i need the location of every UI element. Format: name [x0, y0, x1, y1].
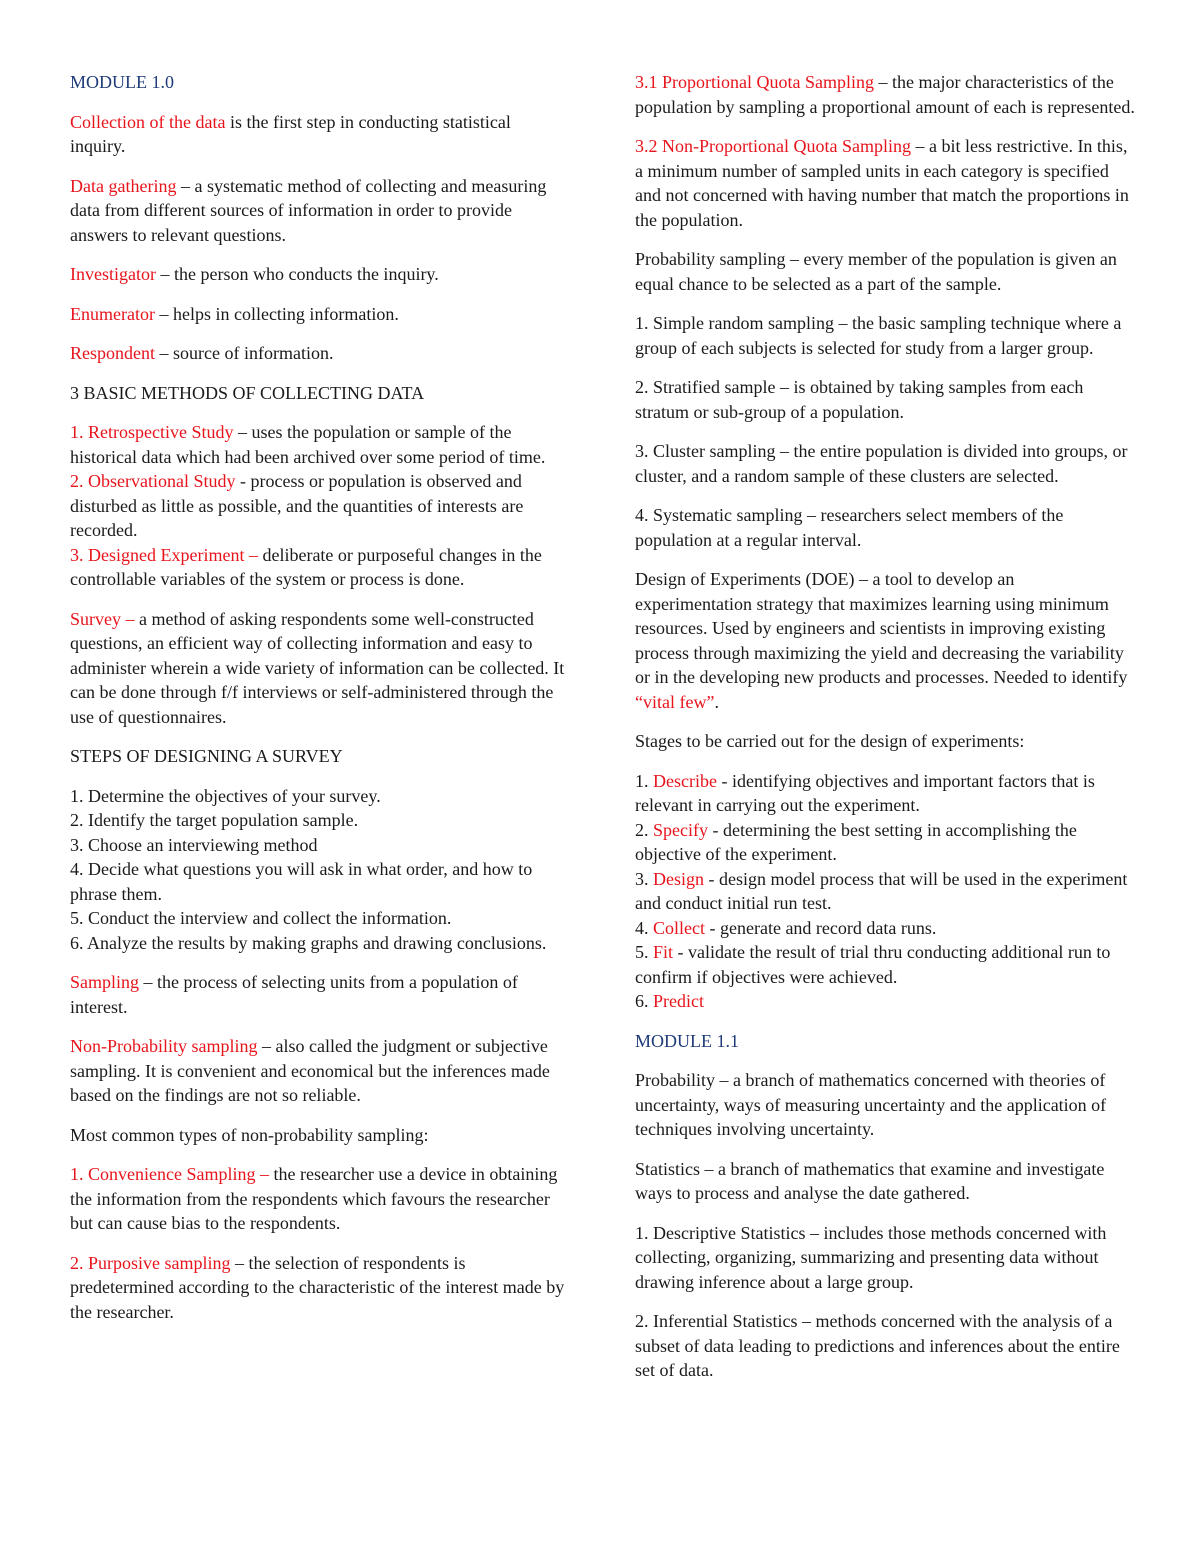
term-collect: Collect [653, 917, 705, 938]
term-survey: Survey – [70, 608, 135, 629]
non-probability-text: – also called the judgment or subjective sampling. It is convenient and economical but the inferences made based on the findings are not so reliable. [70, 1036, 550, 1105]
stage-number: 4. [635, 917, 653, 938]
steps-heading: STEPS OF DESIGNING A SURVEY [70, 746, 343, 766]
collection-paragraph [70, 110, 570, 159]
respondent-text: – source of information. [155, 343, 334, 363]
term-designed-experiment: 3. Designed Experiment – [70, 544, 258, 565]
term-predict: Predict [653, 991, 704, 1011]
steps-list [70, 784, 570, 956]
method-text: – uses the population or sample of the historical data which had been archived over some period of time. [70, 422, 546, 467]
systematic-paragraph: 4. Systematic sampling – researchers select members of the population at a regular interval. [635, 505, 1064, 550]
survey-text: a method of asking respondents some well-constructed questions, an efficient way of collecting information and easy to administer wherein a wide variety of information can be collected. It can be done through f/f interviews or self-administered through the use of questionnaires. [70, 608, 565, 727]
non-probability-paragraph [70, 1034, 570, 1108]
stage-item [635, 867, 1135, 916]
convenience-text: the researcher use a device in obtaining the information from the respondents which favours the researcher but can cause bias to the respondents. [70, 1164, 558, 1233]
term-fit: Fit [653, 942, 674, 962]
purposive-text: – the selection of respondents is predetermined according to the characteristic of the interest made by the researcher. [70, 1252, 565, 1322]
step-item: 6. Analyze the results by making graphs and drawing conclusions. [70, 932, 547, 953]
term-collection: Collection of the data [70, 111, 226, 132]
stage-item [635, 940, 1135, 989]
proportional-paragraph [635, 70, 1135, 119]
method-text: deliberate or purposeful changes in the controllable variables of the system or process is done. [70, 544, 542, 589]
enumerator-text: – helps in collecting information. [154, 303, 399, 324]
investigator-text: – the person who conducts the inquiry. [155, 264, 439, 284]
stage-item [635, 818, 1135, 867]
term-vital-few: “vital few” [635, 691, 715, 712]
convenience-paragraph [70, 1162, 570, 1236]
method-item [70, 469, 570, 543]
stage-number: 5. [635, 942, 653, 962]
right-column [635, 70, 1135, 1398]
descriptive-paragraph: 1. Descriptive Statistics – includes those methods concerned with collecting, organizing, summarizing and presenting data without drawing inference about a large group. [635, 1222, 1107, 1292]
common-types-heading: Most common types of non-probability sampling: [70, 1124, 429, 1145]
method-item [70, 420, 570, 469]
term-enumerator: Enumerator [70, 303, 155, 324]
term-describe: Describe [653, 770, 717, 791]
probability-sampling-paragraph: Probability sampling – every member of the population is given an equal chance to be selected as a part of the sample. [635, 249, 1117, 294]
stage-number: 1. [635, 770, 653, 791]
non-proportional-text: – a bit less restrictive. In this, a minimum number of sampled units in each category is specified and not concerned with having number that match the proportions in the population. [635, 136, 1129, 230]
enumerator-paragraph [70, 302, 570, 327]
term-purposive: 2. Purposive sampling [70, 1252, 231, 1273]
term-investigator: Investigator [70, 264, 156, 284]
step-item: 2. Identify the target population sample. [70, 810, 359, 830]
doe-paragraph [635, 567, 1135, 714]
doe-end: . [714, 691, 719, 712]
data-gathering-paragraph [70, 174, 570, 248]
proportional-text: – the major characteristics of the population by sampling a proportional amount of each is represented. [635, 72, 1135, 117]
sampling-text: – the process of selecting units from a population of interest. [70, 972, 518, 1017]
cluster-paragraph: 3. Cluster sampling – the entire population is divided into groups, or cluster, and a random sample of these clusters are selected. [635, 441, 1128, 486]
term-non-probability: Non-Probability sampling [70, 1036, 258, 1056]
stage-text: - validate the result of trial thru conducting additional run to confirm if objectives were achieved. [635, 942, 1111, 987]
stage-item [635, 916, 1135, 941]
term-sampling: Sampling [70, 972, 140, 992]
respondent-paragraph [70, 341, 570, 366]
left-column [70, 70, 570, 1339]
non-proportional-paragraph [635, 134, 1135, 232]
investigator-paragraph [70, 262, 570, 287]
methods-list [70, 420, 570, 592]
methods-heading: 3 BASIC METHODS OF COLLECTING DATA [70, 382, 425, 403]
stage-text: - determining the best setting in accomplishing the objective of the experiment. [635, 819, 1077, 864]
statistics-paragraph: Statistics – a branch of mathematics that examine and investigate ways to process and analyse the date gathered. [635, 1158, 1105, 1203]
data-gathering-text: – a systematic method of collecting and measuring data from different sources of information in order to provide answers to relevant questions. [70, 175, 547, 245]
term-specify: Specify [653, 819, 708, 840]
stage-item [635, 769, 1135, 818]
step-item: 4. Decide what questions you will ask in what order, and how to phrase them. [70, 859, 533, 904]
term-non-proportional: 3.2 Non-Proportional Quota Sampling [635, 136, 911, 156]
simple-random-paragraph: 1. Simple random sampling – the basic sampling technique where a group of each subjects is selected for study from a larger group. [635, 313, 1122, 358]
stratified-paragraph: 2. Stratified sample – is obtained by taking samples from each stratum or sub-group of a population. [635, 377, 1084, 422]
term-observational: 2. Observational Study [70, 471, 236, 491]
term-convenience: 1. Convenience Sampling – [70, 1164, 269, 1184]
step-item: 5. Conduct the interview and collect the information. [70, 908, 452, 928]
stage-text: - identifying objectives and important factors that is relevant in carrying out the experiment. [635, 770, 1095, 815]
module-1-1-heading: MODULE 1.1 [635, 1030, 739, 1051]
sampling-paragraph [70, 970, 570, 1019]
probability-paragraph: Probability – a branch of mathematics concerned with theories of uncertainty, ways of measuring uncertainty and the application of techniques involving uncertainty. [635, 1070, 1107, 1139]
stage-text: - generate and record data runs. [705, 917, 937, 938]
step-item: 3. Choose an interviewing method [70, 834, 318, 855]
stage-number: 3. [635, 868, 653, 889]
stages-heading: Stages to be carried out for the design of experiments: [635, 731, 1025, 751]
stage-text: - design model process that will be used in the experiment and conduct initial run test. [635, 868, 1128, 913]
method-text: - process or population is observed and disturbed as little as possible, and the quantities of interests are recorded. [70, 471, 524, 540]
inferential-paragraph: 2. Inferential Statistics – methods concerned with the analysis of a subset of data leading to predictions and inferences about the entire set of data. [635, 1311, 1120, 1380]
term-proportional: 3.1 Proportional Quota Sampling [635, 72, 874, 92]
term-respondent: Respondent [70, 343, 155, 363]
method-item [70, 543, 570, 592]
collection-text: is the first step in conducting statistical inquiry. [70, 111, 511, 156]
purposive-paragraph [70, 1251, 570, 1325]
stage-number: 2. [635, 819, 653, 840]
module-1-0-heading: MODULE 1.0 [70, 72, 174, 92]
term-data-gathering: Data gathering [70, 175, 177, 196]
step-item: 1. Determine the objectives of your survey. [70, 785, 381, 806]
stage-item [635, 989, 1135, 1014]
term-retrospective: 1. Retrospective Study [70, 422, 234, 442]
survey-paragraph [70, 607, 570, 730]
doe-text: Design of Experiments (DOE) – a tool to develop an experimentation strategy that maximizes learning using minimum resources. Used by engineers and scientists in improving existing process through maximizing the yield and decreasing the variability or in the developing new products and processes. Needed to identify [635, 569, 1128, 687]
term-design: Design [653, 868, 704, 889]
stages-list [635, 769, 1135, 1014]
stage-number: 6. [635, 991, 653, 1011]
